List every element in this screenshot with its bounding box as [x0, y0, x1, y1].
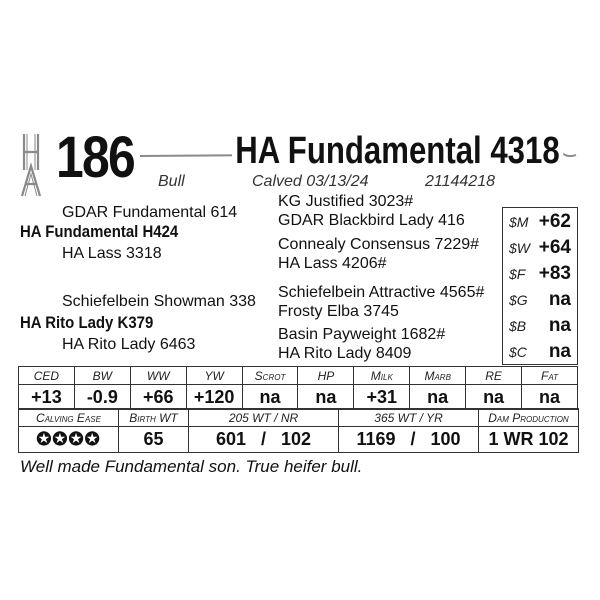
- ancestor: GDAR Blackbird Lady 416: [278, 212, 465, 229]
- index-label: $G: [509, 292, 528, 308]
- index-value: na: [548, 289, 571, 310]
- ancestor: Frosty Elba 3745: [278, 303, 399, 320]
- epd-value: na: [298, 385, 354, 410]
- epd-header: YW: [186, 367, 242, 385]
- epd-value: na: [242, 385, 298, 410]
- index-label: $C: [509, 344, 527, 360]
- epd-header: Fat: [522, 367, 578, 385]
- performance-header-row: [19, 409, 579, 427]
- wt365-header: 365 WT / YR: [339, 409, 479, 427]
- dam-dam: HA Rito Lady 6463: [62, 336, 196, 353]
- epd-header: CED: [19, 367, 75, 385]
- index-label: $W: [509, 240, 530, 256]
- registration-number: 21144218: [425, 173, 495, 190]
- epd-header: WW: [130, 367, 186, 385]
- index-value: na: [548, 315, 571, 336]
- epd-value: +120: [186, 385, 242, 410]
- index-value: +64: [538, 237, 571, 258]
- dollar-index-box: [502, 207, 578, 365]
- epd-header: HP: [298, 367, 354, 385]
- index-row-f: [503, 262, 577, 288]
- wt365-value: 1169 / 100: [339, 427, 479, 453]
- epd-value: +13: [19, 385, 75, 410]
- epd-value-row: [19, 385, 578, 410]
- index-row-b: [503, 314, 577, 340]
- epd-header: Scrot: [242, 367, 298, 385]
- index-value: na: [548, 341, 571, 362]
- index-label: $F: [509, 266, 526, 282]
- epd-value: +31: [354, 385, 410, 410]
- ancestor: KG Justified 3023#: [278, 193, 414, 210]
- ancestor: Connealy Consensus 7229#: [278, 236, 480, 253]
- ancestor: HA Rito Lady 8409: [278, 345, 412, 362]
- epd-header-row: [19, 367, 578, 385]
- index-value: +62: [538, 211, 571, 232]
- sire-dam: HA Lass 3318: [62, 245, 162, 262]
- lot-number: 186: [56, 125, 135, 190]
- animal-name: HA Fundamental 4318: [232, 131, 563, 171]
- epd-header: Marb: [410, 367, 466, 385]
- dam-production-value: 1 WR 102: [479, 427, 579, 453]
- comment-text: Well made Fundamental son. True heifer bull.: [20, 457, 363, 476]
- calved-date: Calved 03/13/24: [252, 173, 369, 190]
- performance-table: [18, 408, 579, 453]
- epd-value: +66: [130, 385, 186, 410]
- dam: HA Rito Lady K379: [20, 313, 154, 332]
- epd-value: na: [410, 385, 466, 410]
- index-label: $M: [509, 214, 529, 230]
- index-row-c: [503, 340, 577, 366]
- index-row-w: [503, 236, 577, 262]
- epd-table: [18, 366, 578, 410]
- calving-ease-stars-icon: ✪✪✪✪: [19, 427, 119, 453]
- performance-value-row: [19, 427, 579, 453]
- epd-value: na: [466, 385, 522, 410]
- sex-label: Bull: [158, 173, 185, 190]
- calving-ease-header: Calving Ease: [19, 409, 119, 427]
- epd-header: RE: [466, 367, 522, 385]
- sire: HA Fundamental H424: [20, 222, 179, 241]
- index-row-g: [503, 288, 577, 314]
- dam-production-header: Dam Production: [479, 409, 579, 427]
- index-row-m: [503, 210, 577, 236]
- epd-header: Milk: [354, 367, 410, 385]
- epd-value: na: [522, 385, 578, 410]
- birth-wt-value: 65: [119, 427, 189, 453]
- birth-wt-header: Birth WT: [119, 409, 189, 427]
- ancestor: Basin Payweight 1682#: [278, 326, 446, 343]
- ancestor: HA Lass 4206#: [278, 255, 387, 272]
- sire-sire: GDAR Fundamental 614: [62, 204, 238, 221]
- epd-value: -0.9: [74, 385, 130, 410]
- wt205-header: 205 WT / NR: [189, 409, 339, 427]
- ancestor: Schiefelbein Attractive 4565#: [278, 284, 485, 301]
- index-label: $B: [509, 318, 527, 334]
- index-value: +83: [538, 263, 571, 284]
- dam-sire: Schiefelbein Showman 338: [62, 293, 256, 310]
- epd-header: BW: [74, 367, 130, 385]
- wt205-value: 601 / 102: [189, 427, 339, 453]
